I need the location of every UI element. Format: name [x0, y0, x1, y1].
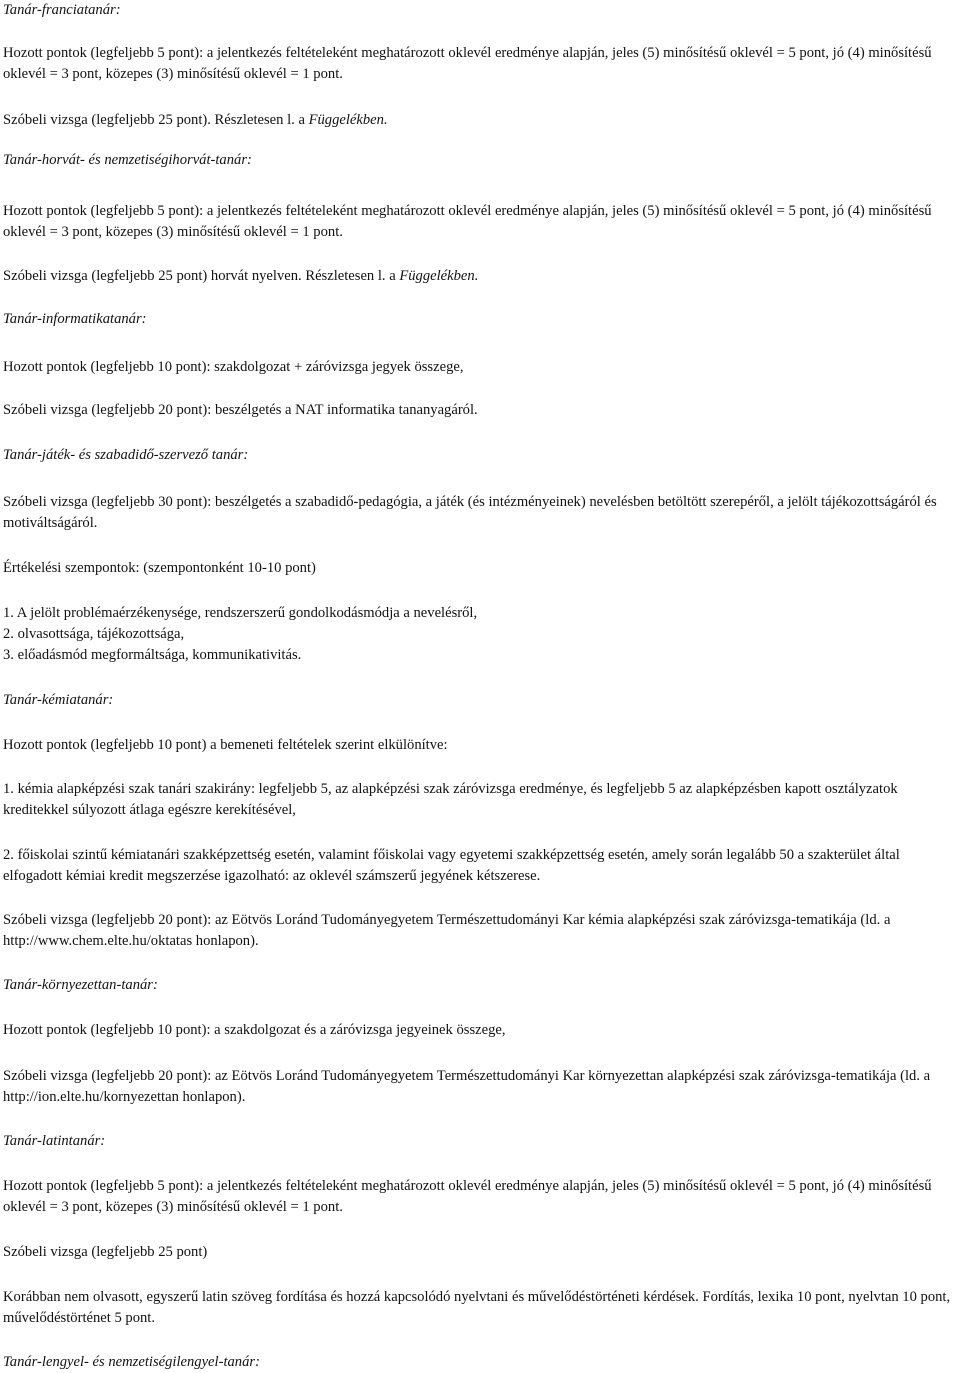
paragraph-latin-szobeli: Szóbeli vizsga (legfeljebb 25 pont) — [3, 1244, 208, 1260]
paragraph-kornyezettan-hozott: Hozott pontok (legfeljebb 10 pont): a szakdolgozat és a záróvizsga jegyeinek összege, — [3, 1022, 506, 1038]
paragraph-kemia-hozott: Hozott pontok (legfeljebb 10 pont) a bemeneti feltételek szerint elkülönítve: — [3, 737, 448, 753]
paragraph-horvat-hozott: Hozott pontok (legfeljebb 5 pont): a jelentkezés feltételeként meghatározott oklevél eredménye alapján, jeles (5) minősítésű oklevél = 5 pont, jó (4) minősítésű oklevél = 3 pont, közepes (3) minősítésű oklevél = 1 pont. — [3, 203, 932, 240]
section-heading-horvat: Tanár-horvát- és nemzetiségihorvát-tanár: — [3, 152, 252, 168]
text-span: Szóbeli vizsga (legfeljebb 25 pont) horvát nyelven. Részletesen l. a — [3, 268, 400, 284]
section-heading-lengyel: Tanár-lengyel- és nemzetiségilengyel-tanár: — [3, 1354, 260, 1370]
section-heading-jatek: Tanár-játék- és szabadidő-szervező tanár: — [3, 447, 249, 463]
paragraph-jatek-ertekeles: Értékelési szempontok: (szempontonként 10-10 pont) — [3, 560, 316, 576]
section-heading-kornyezettan: Tanár-környezettan-tanár: — [3, 977, 158, 993]
paragraph-kemia-szobeli: Szóbeli vizsga (legfeljebb 20 pont): az Eötvös Loránd Tudományegyetem Természettudományi Kar kémia alapképzési szak záróvizsga-tematikája (ld. a http://www.chem.elte.hu/oktatas honlapon). — [3, 912, 891, 949]
section-heading-kemia: Tanár-kémiatanár: — [3, 692, 114, 708]
paragraph-kornyezettan-szobeli: Szóbeli vizsga (legfeljebb 20 pont): az Eötvös Loránd Tudományegyetem Természettudományi Kar környezettan alapképzési szak záróvizsga-tematikája (ld. a http://ion.elte.hu/kornyezettan honlapon). — [3, 1068, 931, 1105]
text-span: Szóbeli vizsga (legfeljebb 25 pont). Részletesen l. a — [3, 112, 309, 128]
italic-span: Függelékben. — [399, 268, 479, 284]
paragraph-jatek-szobeli: Szóbeli vizsga (legfeljebb 30 pont): beszélgetés a szabadidő-pedagógia, a játék (és intézményeinek) nevelésben betöltött szerepéről, a jelölt tájékozottságáról és motiváltságáról. — [3, 494, 937, 531]
paragraph-horvat-szobeli — [3, 266, 956, 287]
italic-span: Függelékben. — [308, 112, 388, 128]
list-item: 2. olvasottsága, tájékozottsága, — [3, 626, 185, 642]
paragraph-kemia-pont1: 1. kémia alapképzési szak tanári szakirány: legfeljebb 5, az alapképzési szak záróvizsga eredménye, és legfeljebb 5 az alapképzésben kapott osztályzatok kreditekkel súlyozott átlaga egészre kerekítésével, — [3, 781, 898, 818]
list-item: 1. A jelölt problémaérzékenysége, rendszerszerű gondolkodásmódja a nevelésről, — [3, 605, 478, 621]
paragraph-francia-hozott: Hozott pontok (legfeljebb 5 pont): a jelentkezés feltételeként meghatározott oklevél eredménye alapján, jeles (5) minősítésű oklevél = 5 pont, jó (4) minősítésű oklevél = 3 pont, közepes (3) minősítésű oklevél = 1 pont. — [3, 45, 932, 82]
section-heading-informatika: Tanár-informatikatanár: — [3, 311, 147, 327]
section-heading-francia: Tanár-franciatanár: — [3, 2, 121, 18]
paragraph-latin-hozott: Hozott pontok (legfeljebb 5 pont): a jelentkezés feltételeként meghatározott oklevél eredménye alapján, jeles (5) minősítésű oklevél = 5 pont, jó (4) minősítésű oklevél = 3 pont, közepes (3) minősítésű oklevél = 1 pont. — [3, 1178, 932, 1215]
list-item: 3. előadásmód megformáltsága, kommunikativitás. — [3, 647, 302, 663]
paragraph-francia-szobeli — [3, 110, 956, 131]
paragraph-kemia-pont2: 2. főiskolai szintű kémiatanári szakképzettség esetén, valamint főiskolai vagy egyetemi szakképzettség esetén, amely során legalább 50 a szakterület által elfogadott kémiai kredit megszerzése igazolható: az oklevél számszerű jegyének kétszerese. — [3, 847, 900, 884]
paragraph-informatika-szobeli: Szóbeli vizsga (legfeljebb 20 pont): beszélgetés a NAT informatika tananyagáról. — [3, 402, 478, 418]
paragraph-latin-leiras: Korábban nem olvasott, egyszerű latin szöveg fordítása és hozzá kapcsolódó nyelvtani és művelődéstörténeti kérdések. Fordítás, lexika 10 pont, nyelvtan 10 pont, művelődéstörténet 5 pont. — [3, 1289, 951, 1326]
paragraph-informatika-hozott: Hozott pontok (legfeljebb 10 pont): szakdolgozat + záróvizsga jegyek összege, — [3, 359, 464, 375]
section-heading-latin: Tanár-latintanár: — [3, 1133, 106, 1149]
